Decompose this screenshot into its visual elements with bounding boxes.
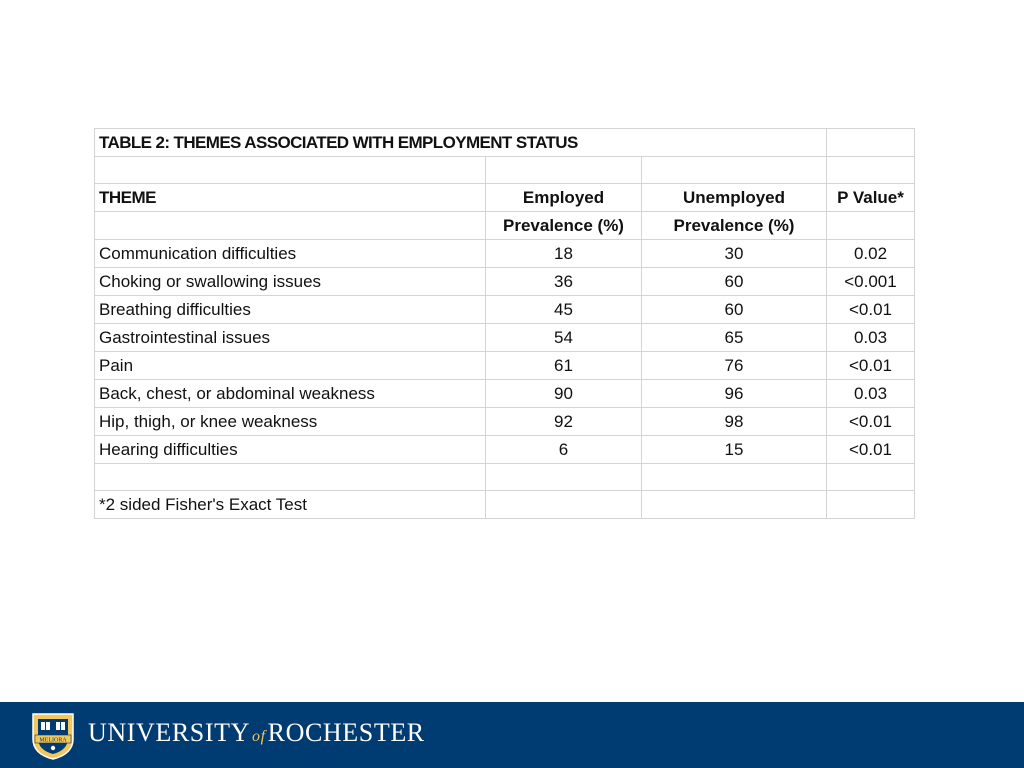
footnote: *2 sided Fisher's Exact Test xyxy=(95,491,486,519)
wordmark-university: UNIVERSITY xyxy=(88,718,250,747)
table-row xyxy=(95,380,915,408)
title-row xyxy=(95,129,915,157)
table-row xyxy=(95,408,915,436)
table-row xyxy=(95,296,915,324)
theme-cell: Hearing difficulties xyxy=(95,436,486,464)
employed-cell: 92 xyxy=(486,408,642,436)
employed-cell: 6 xyxy=(486,436,642,464)
employed-column-header: Employed xyxy=(486,184,642,212)
theme-cell: Gastrointestinal issues xyxy=(95,324,486,352)
themes-table-container xyxy=(94,128,915,519)
footnote-row xyxy=(95,491,915,519)
pvalue-cell: <0.01 xyxy=(827,408,915,436)
theme-cell: Hip, thigh, or knee weakness xyxy=(95,408,486,436)
theme-column-header: THEME xyxy=(95,184,486,212)
unemployed-cell: 76 xyxy=(642,352,827,380)
pvalue-column-header: P Value* xyxy=(827,184,915,212)
theme-cell: Choking or swallowing issues xyxy=(95,268,486,296)
footer-bar xyxy=(0,702,1024,768)
pvalue-cell: 0.03 xyxy=(827,324,915,352)
unemployed-cell: 60 xyxy=(642,268,827,296)
employed-cell: 36 xyxy=(486,268,642,296)
unemployed-cell: 30 xyxy=(642,240,827,268)
employed-cell: 45 xyxy=(486,296,642,324)
unemployed-cell: 15 xyxy=(642,436,827,464)
table-row xyxy=(95,268,915,296)
pvalue-cell: <0.01 xyxy=(827,296,915,324)
theme-cell: Back, chest, or abdominal weakness xyxy=(95,380,486,408)
university-wordmark xyxy=(88,718,425,748)
table-row xyxy=(95,324,915,352)
university-seal-logo xyxy=(30,711,76,761)
employed-cell: 61 xyxy=(486,352,642,380)
pvalue-cell: 0.03 xyxy=(827,380,915,408)
table-row xyxy=(95,436,915,464)
table-row xyxy=(95,352,915,380)
table-title: TABLE 2: THEMES ASSOCIATED WITH EMPLOYMENT STATUS xyxy=(95,129,642,157)
pvalue-cell: <0.001 xyxy=(827,268,915,296)
theme-cell: Breathing difficulties xyxy=(95,296,486,324)
employed-cell: 90 xyxy=(486,380,642,408)
subheader-row xyxy=(95,212,915,240)
wordmark-rochester: ROCHESTER xyxy=(267,718,425,747)
spacer-row xyxy=(95,464,915,491)
header-row xyxy=(95,184,915,212)
unemployed-cell: 98 xyxy=(642,408,827,436)
employed-cell: 54 xyxy=(486,324,642,352)
unemployed-prevalence-subheader: Prevalence (%) xyxy=(642,212,827,240)
svg-text:MELIORA: MELIORA xyxy=(39,737,67,744)
unemployed-cell: 60 xyxy=(642,296,827,324)
table-row xyxy=(95,240,915,268)
wordmark-of: of xyxy=(252,728,266,745)
unemployed-cell: 96 xyxy=(642,380,827,408)
unemployed-column-header: Unemployed xyxy=(642,184,827,212)
unemployed-cell: 65 xyxy=(642,324,827,352)
themes-table xyxy=(94,128,915,519)
employed-prevalence-subheader: Prevalence (%) xyxy=(486,212,642,240)
employed-cell: 18 xyxy=(486,240,642,268)
theme-cell: Pain xyxy=(95,352,486,380)
pvalue-cell: <0.01 xyxy=(827,436,915,464)
pvalue-cell: <0.01 xyxy=(827,352,915,380)
theme-cell: Communication difficulties xyxy=(95,240,486,268)
spacer-row xyxy=(95,157,915,184)
pvalue-cell: 0.02 xyxy=(827,240,915,268)
